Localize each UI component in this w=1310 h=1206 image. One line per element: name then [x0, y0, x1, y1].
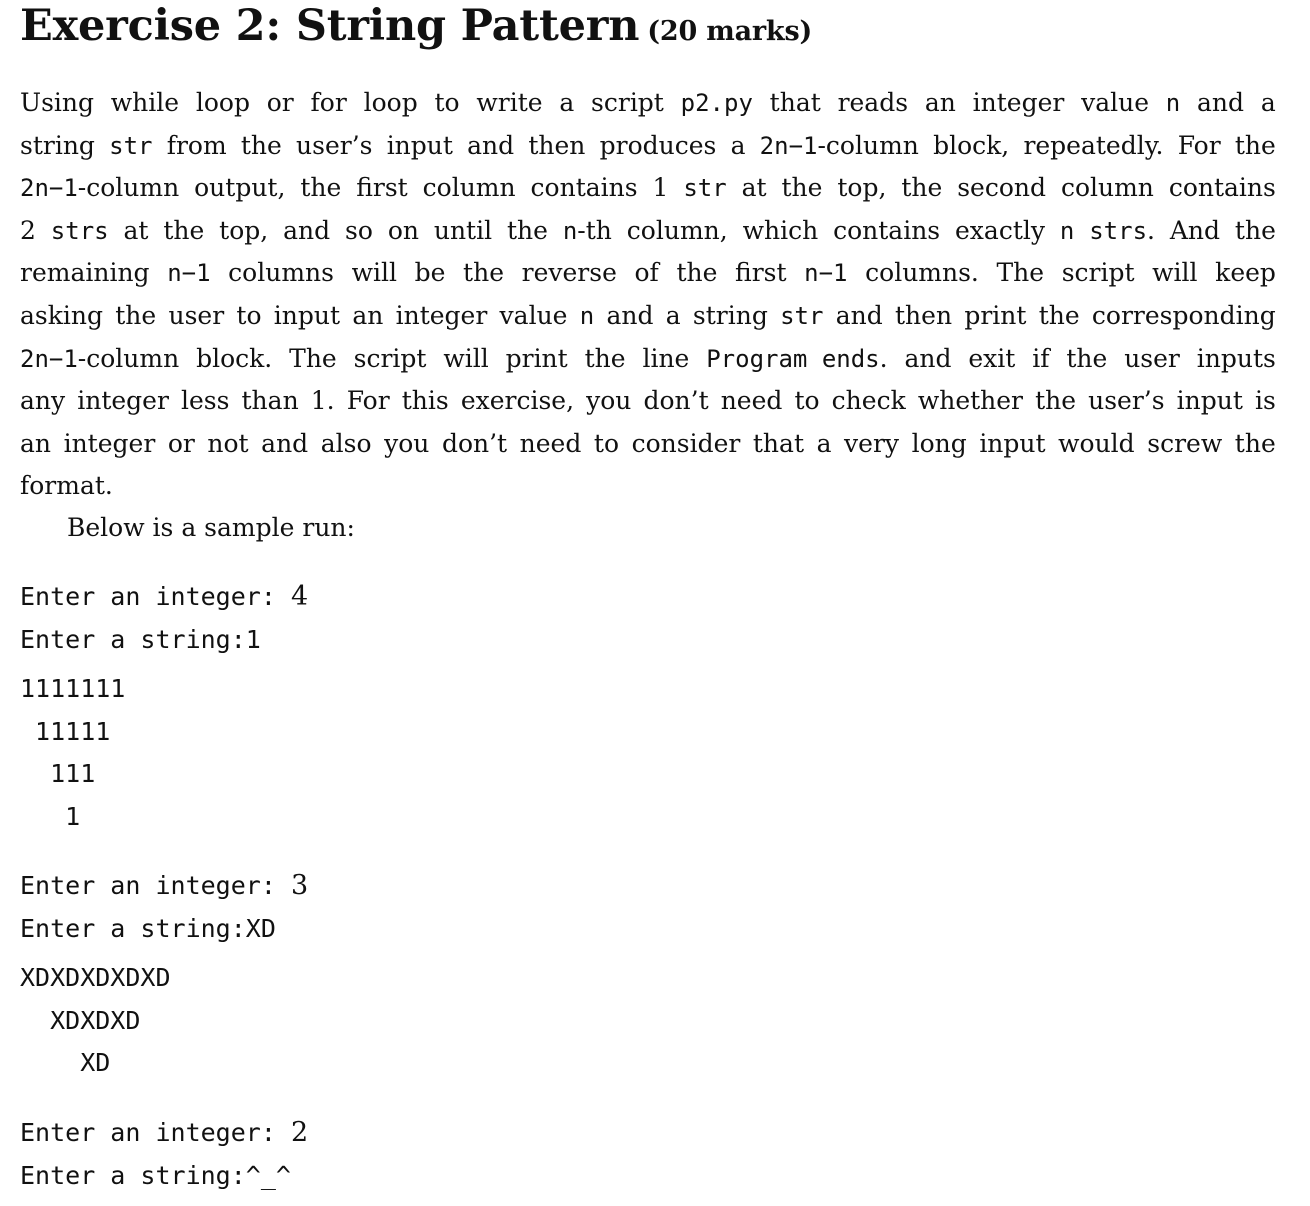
sample-run-block: [20, 576, 308, 839]
paragraph-word: top,: [837, 173, 887, 203]
paragraph-word: print: [505, 343, 568, 373]
paragraph-word: column,: [626, 215, 728, 245]
paragraph-word: the: [584, 343, 626, 373]
paragraph-word: strs: [50, 216, 109, 245]
paragraph-word: a: [1260, 88, 1276, 117]
paragraph-word: don’t: [441, 428, 508, 458]
paragraph-word: and: [261, 428, 309, 458]
paragraph-word: less: [180, 386, 230, 416]
paragraph-word: value: [499, 300, 568, 330]
paragraph-line: [20, 465, 1276, 508]
paragraph-word: exercise,: [460, 386, 575, 416]
paragraph-word: and: [904, 343, 952, 373]
paragraph-word: screw: [1147, 428, 1223, 458]
paragraph-word: format.: [20, 471, 113, 501]
exercise-page: [20, 0, 1276, 1190]
paragraph-word: would: [1058, 428, 1135, 458]
paragraph-word: loop: [195, 88, 250, 117]
paragraph-word: on: [387, 215, 419, 245]
paragraph-word: input: [273, 300, 341, 330]
paragraph-word: 2n−1-column: [20, 173, 180, 203]
sample-run-intro: Below is a sample run:: [67, 513, 355, 542]
paragraph-word: from: [166, 130, 227, 160]
paragraph-word: an: [352, 300, 384, 330]
integer-prompt: Enter an integer: 2: [20, 1117, 309, 1148]
paragraph-word: so: [345, 215, 373, 245]
paragraph-word: columns: [228, 258, 334, 288]
paragraph-word: second: [957, 173, 1047, 203]
paragraph-word: user’s: [1088, 386, 1165, 416]
paragraph-word: For: [346, 386, 390, 416]
paragraph-word: script: [353, 343, 427, 373]
paragraph-word: which: [742, 215, 819, 245]
paragraph-word: 2n−1-column: [20, 343, 180, 373]
pattern-line: 11111: [20, 716, 111, 746]
paragraph-word: first: [735, 258, 787, 288]
paragraph-line: [20, 338, 1276, 381]
paragraph-word: remaining: [20, 258, 150, 288]
paragraph-word: to: [794, 386, 820, 416]
paragraph-word: exit: [968, 343, 1016, 373]
pattern-output: [20, 668, 308, 838]
paragraph-word: that: [769, 88, 821, 117]
paragraph-word: integer: [395, 300, 488, 330]
paragraph-word: The: [996, 258, 1045, 288]
paragraph-word: the: [1234, 130, 1276, 160]
exercise-marks: (20 marks): [647, 16, 813, 47]
paragraph-word: the: [1234, 428, 1276, 458]
paragraph-word: this: [401, 386, 449, 416]
paragraph-word: input: [386, 130, 453, 160]
integer-input-value: 4: [290, 581, 309, 612]
paragraph-line: [20, 252, 1276, 295]
paragraph-word: str: [683, 174, 727, 203]
paragraph-word: n: [1165, 89, 1181, 117]
paragraph-word: line: [642, 343, 690, 373]
paragraph-word: repeatedly.: [1023, 130, 1164, 160]
paragraph-word: block.: [196, 343, 273, 373]
paragraph-word: reads: [837, 88, 909, 117]
sample-run-block: [20, 865, 308, 1085]
paragraph-word: that: [752, 428, 804, 458]
paragraph-word: long: [911, 428, 967, 458]
paragraph-word: inputs: [1196, 343, 1276, 373]
sample-run-block: [20, 1112, 308, 1197]
paragraph-word: will: [443, 343, 489, 373]
paragraph-word: any: [20, 386, 66, 416]
paragraph-word: at: [741, 173, 767, 203]
pattern-line: XD: [20, 1048, 111, 1078]
paragraph-word: and: [606, 300, 654, 330]
paragraph-word: to: [434, 88, 460, 117]
integer-prompt: Enter an integer: 4: [20, 581, 309, 612]
paragraph-word: you: [384, 428, 430, 458]
paragraph-word: check: [831, 386, 906, 416]
paragraph-word: n−1: [167, 259, 211, 288]
paragraph-word: the: [240, 130, 282, 160]
paragraph-line: [20, 167, 1276, 210]
paragraph-word: at: [123, 215, 149, 245]
paragraph-word: exactly: [955, 215, 1045, 245]
paragraph-word: str: [109, 131, 153, 160]
paragraph-word: corresponding: [1091, 300, 1276, 330]
paragraph-word: user: [168, 300, 225, 330]
paragraph-word: Program ends.: [706, 343, 888, 373]
paragraph-line: [20, 82, 1276, 125]
paragraph-word: then: [895, 300, 953, 330]
paragraph-word: and: [467, 130, 515, 160]
paragraph-word: be: [414, 258, 446, 288]
paragraph-word: will: [351, 258, 397, 288]
paragraph-word: the: [1066, 343, 1108, 373]
paragraph-word: or: [167, 428, 195, 458]
paragraph-line: [20, 295, 1276, 338]
paragraph-word: or: [266, 88, 294, 117]
string-prompt: Enter a string:^_^: [20, 1160, 291, 1190]
paragraph-word: first: [356, 173, 408, 203]
paragraph-word: if: [1032, 343, 1050, 373]
paragraph-word: n−1: [804, 259, 848, 288]
paragraph-word: need: [720, 386, 783, 416]
paragraph-word: consider: [631, 428, 741, 458]
paragraph-word: a: [665, 300, 681, 330]
paragraph-word: the: [781, 173, 823, 203]
paragraph-word: the: [163, 215, 205, 245]
paragraph-word: top,: [219, 215, 269, 245]
pattern-line: 1111111: [20, 674, 126, 704]
paragraph-word: contains: [530, 173, 638, 203]
paragraph-word: will: [1152, 258, 1198, 288]
paragraph-word: very: [844, 428, 900, 458]
paragraph-word: input: [1176, 386, 1243, 416]
paragraph-word: an: [20, 428, 52, 458]
paragraph-word: whether: [917, 386, 1024, 416]
paragraph-word: the: [676, 258, 718, 288]
paragraph-line: [20, 125, 1276, 168]
paragraph-word: then: [528, 130, 586, 160]
paragraph-word: the: [1038, 300, 1080, 330]
paragraph-word: and: [283, 215, 331, 245]
paragraph-word: and: [835, 300, 883, 330]
paragraph-word: the: [901, 173, 943, 203]
string-prompt: Enter a string:XD: [20, 913, 276, 943]
paragraph-word: write: [476, 88, 543, 117]
paragraph-word: the: [115, 300, 157, 330]
paragraph-word: columns.: [865, 258, 979, 288]
paragraph-word: Using: [20, 88, 94, 117]
paragraph-line: [20, 423, 1276, 466]
paragraph-word: p2.py: [680, 89, 753, 117]
paragraph-word: value: [1081, 88, 1150, 117]
paragraph-word: 1.: [310, 386, 335, 416]
paragraph-word: user’s: [296, 130, 373, 160]
paragraph-word: input: [979, 428, 1046, 458]
paragraph-word: don’t: [643, 386, 709, 416]
paragraph-word: a: [559, 88, 575, 117]
paragraph-word: asking: [20, 300, 103, 330]
paragraph-word: the: [300, 173, 342, 203]
paragraph-word: string: [20, 130, 95, 160]
paragraph-word: not: [207, 428, 249, 458]
paragraph-word: string: [692, 300, 768, 330]
string-prompt: Enter a string:1: [20, 624, 261, 654]
paragraph-word: strs.: [1089, 215, 1155, 245]
paragraph-word: contains: [1168, 173, 1276, 203]
paragraph-word: to: [593, 428, 620, 458]
paragraph-word: user: [1124, 343, 1180, 373]
paragraph-word: the: [463, 258, 504, 288]
paragraph-word: script: [591, 88, 664, 117]
pattern-line: 111: [20, 759, 96, 789]
paragraph-word: integer: [972, 88, 1065, 117]
pattern-line: 1: [20, 801, 81, 831]
paragraph-word: the: [1234, 215, 1276, 245]
paragraph-word: keep: [1215, 258, 1276, 288]
paragraph-line: [20, 210, 1276, 253]
paragraph-word: a: [816, 428, 832, 458]
paragraph-word: reverse: [521, 258, 617, 288]
paragraph-word: integer: [77, 386, 169, 416]
paragraph-word: than: [241, 386, 299, 416]
integer-input-value: 2: [290, 1117, 309, 1148]
pattern-output: [20, 957, 308, 1085]
paragraph-word: contains: [833, 215, 941, 245]
exercise-title: Exercise 2: String Pattern: [20, 1, 640, 51]
paragraph-word: loop: [363, 88, 418, 117]
exercise-heading: [20, 0, 1276, 64]
paragraph-word: produces: [599, 130, 717, 160]
paragraph-word: The: [289, 343, 337, 373]
paragraph-word: block,: [933, 130, 1010, 160]
paragraph-word: integer: [63, 428, 156, 458]
paragraph-word: column: [422, 173, 516, 203]
paragraph-word: the: [1035, 386, 1077, 416]
paragraph-word: And: [1169, 215, 1221, 245]
paragraph-word: 2: [20, 215, 36, 245]
paragraph-word: for: [310, 88, 347, 117]
exercise-description: [20, 82, 1276, 508]
paragraph-word: print: [964, 300, 1027, 330]
pattern-line: XDXDXDXDXD: [20, 963, 171, 993]
integer-input-value: 3: [290, 870, 309, 901]
paragraph-word: you: [586, 386, 632, 416]
paragraph-word: script: [1061, 258, 1135, 288]
paragraph-word: 1: [652, 173, 669, 203]
paragraph-word: n: [1059, 216, 1075, 245]
integer-prompt: Enter an integer: 3: [20, 870, 309, 901]
paragraph-word: output,: [194, 173, 286, 203]
paragraph-word: also: [320, 428, 372, 458]
paragraph-word: column: [1060, 173, 1154, 203]
paragraph-word: is: [1254, 386, 1276, 416]
paragraph-word: a: [730, 130, 746, 160]
paragraph-word: For: [1177, 130, 1221, 160]
paragraph-line: [20, 380, 1276, 423]
paragraph-word: until: [433, 215, 493, 245]
paragraph-word: the: [507, 215, 548, 245]
paragraph-word: need: [519, 428, 582, 458]
paragraph-word: to: [236, 300, 262, 330]
paragraph-word: n: [579, 301, 595, 330]
paragraph-word: while: [110, 88, 180, 117]
paragraph-word: of: [634, 258, 659, 288]
paragraph-word: an: [924, 88, 956, 117]
pattern-line: XDXDXD: [20, 1005, 141, 1035]
paragraph-word: 2n−1-column: [759, 130, 919, 160]
paragraph-word: str: [780, 301, 824, 330]
paragraph-word: n-th: [562, 215, 612, 245]
paragraph-word: and: [1197, 88, 1245, 117]
